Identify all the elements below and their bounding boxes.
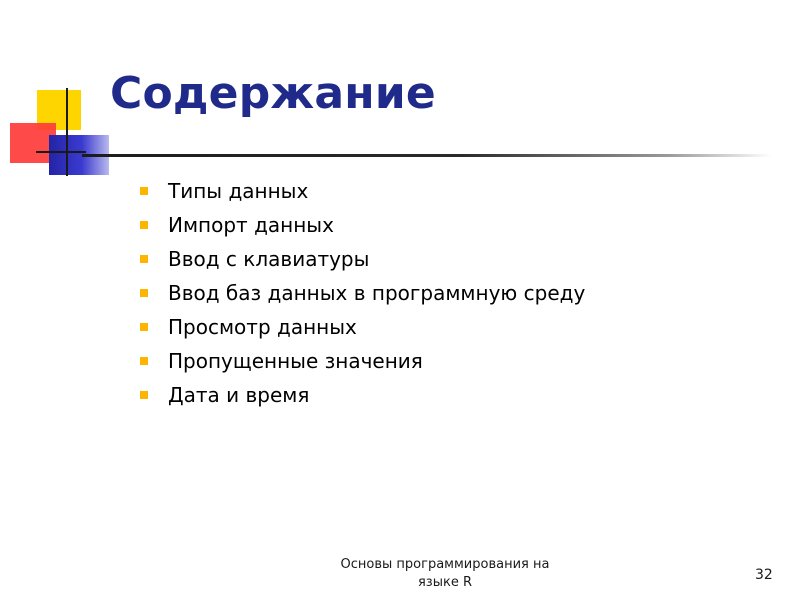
contents-list xyxy=(140,174,585,412)
list-item-text: Пропущенные значения xyxy=(168,349,423,373)
list-item-text: Просмотр данных xyxy=(168,315,357,339)
footer-line-1: Основы программирования на xyxy=(340,557,550,572)
list-item xyxy=(140,242,585,276)
list-item xyxy=(140,378,585,412)
list-item xyxy=(140,344,585,378)
footer-line-2: языке R xyxy=(417,575,472,590)
list-item-text: Дата и время xyxy=(168,383,310,407)
list-item-text: Ввод с клавиатуры xyxy=(168,247,370,271)
logo-horizontal-line xyxy=(36,151,86,153)
list-item xyxy=(140,174,585,208)
bullet-square-icon xyxy=(140,357,148,365)
list-item xyxy=(140,276,585,310)
list-item xyxy=(140,208,585,242)
logo-vertical-line xyxy=(66,88,68,176)
bullet-square-icon xyxy=(140,323,148,331)
list-item-text: Импорт данных xyxy=(168,213,334,237)
title-underline xyxy=(82,154,772,157)
bullet-square-icon xyxy=(140,391,148,399)
list-item-text: Типы данных xyxy=(168,179,309,203)
bullet-square-icon xyxy=(140,221,148,229)
list-item-text: Ввод баз данных в программную среду xyxy=(168,281,586,305)
list-item xyxy=(140,310,585,344)
slide-number: 32 xyxy=(755,567,773,583)
slide-footer xyxy=(320,556,570,592)
bullet-square-icon xyxy=(140,289,148,297)
bullet-square-icon xyxy=(140,255,148,263)
slide-title: Содержание xyxy=(110,68,436,119)
bullet-square-icon xyxy=(140,187,148,195)
